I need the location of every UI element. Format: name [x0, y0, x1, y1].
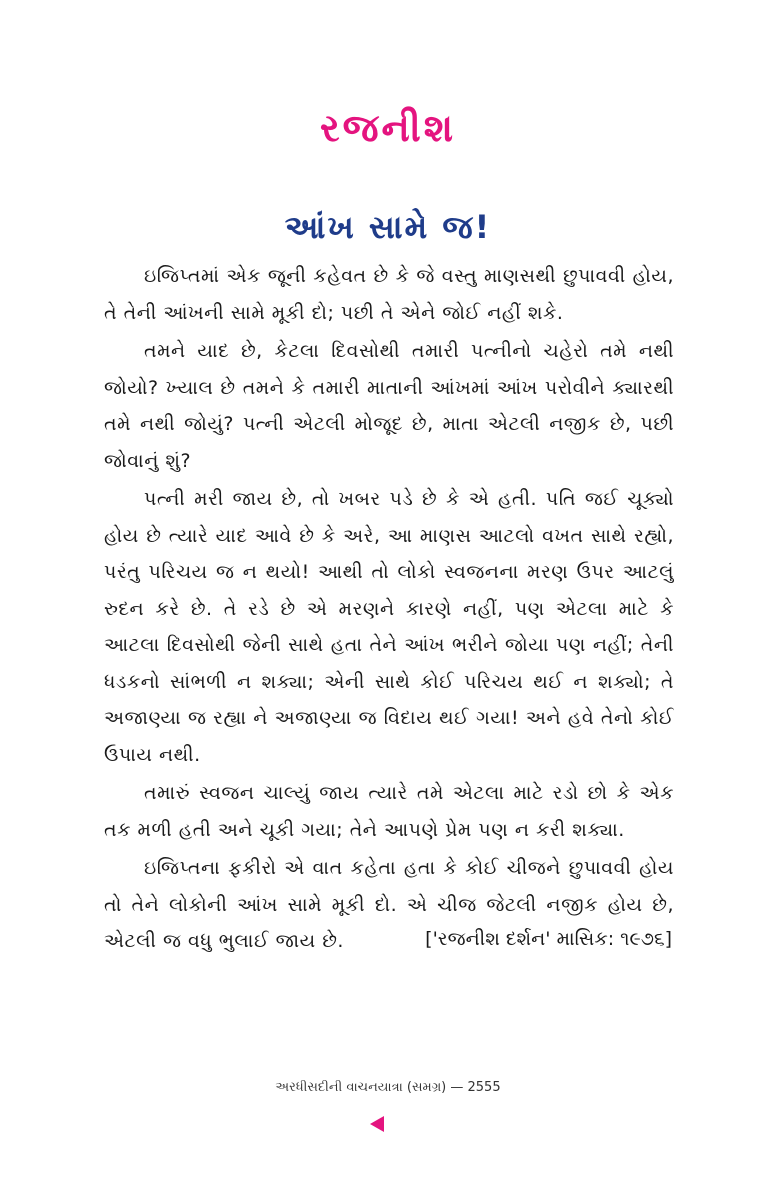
paragraph: તમારું સ્વજન ચાલ્યું જાય ત્યારે તમે એટલા માટે રડો છો કે એક તક મળી હતી અને ચૂકી ગયા; તેને આપણે પ્રેમ પણ ન કરી શક્યા. [104, 782, 674, 841]
paragraph: ઇજિપ્તમાં એક જૂની કહેવત છે કે જે વસ્તુ માણસથી છુપાવવી હોય, તે તેની આંખની સામે મૂકી દો; પછી તે એને જોઈ નહીં શકે. [104, 265, 674, 324]
previous-page-arrow-icon[interactable] [370, 1116, 384, 1132]
paragraph: પત્ની મરી જાય છે, તો ખબર પડે છે કે એ હતી. પતિ જઈ ચૂક્યો હોય છે ત્યારે યાદ આવે છે કે અરે, આ માણસ આટલો વખત સાથે રહ્યો, પરંતુ પરિચય જ ન થયો! આથી તો લોકો સ્વજનના મરણ ઉપર આટલું રુદન કરે છે. તે રડે છે એ મરણને કારણે નહીં, પણ એટલા માટે કે આટલા દિવસોથી જેની સાથે હતા તેને આંખ ભરીને જોયા પણ નહીં; તેની ધડકનો સાંભળી ન શક્યા; એની સાથે કોઈ પરિચય થઈ ન શક્યો; તે અજાણ્યા જ રહ્યા ને અજાણ્યા જ વિદાય થઈ ગયા! અને હવે તેનો કોઈ ઉપાય નથી. [104, 488, 674, 766]
source-citation: ['રજનીશ દર્શન' માસિક: ૧૯૭૬] [425, 928, 672, 950]
paragraph: ઇજિપ્તના ફકીરો એ વાત કહેતા હતા કે કોઈ ચીજને છુપાવવી હોય તો તેને લોકોની આંખ સામે મૂકી દો. એ ચીજ જેટલી નજીક હોય છે, એટલી જ વધુ ભુલાઈ જાય છે. [104, 857, 674, 952]
article-title: આંખ સામે જ! [284, 208, 492, 246]
paragraph: તમને યાદ છે, કેટલા દિવસોથી તમારી પત્નીનો ચહેરો તમે નથી જોયો? ખ્યાલ છે તમને કે તમારી માતાની આંખમાં આંખ પરોવીને ક્યારથી તમે નથી જોયું? પત્ની એટલી મોજૂદ છે, માતા એટલી નજીક છે, પછી જોવાનું શું? [104, 340, 674, 472]
author-name: રજનીશ [319, 106, 457, 150]
page-footer: અરધીસદીની વાચનયાત્રા (સમગ્ર) — 2555 [275, 1080, 501, 1095]
article-body [104, 258, 674, 962]
